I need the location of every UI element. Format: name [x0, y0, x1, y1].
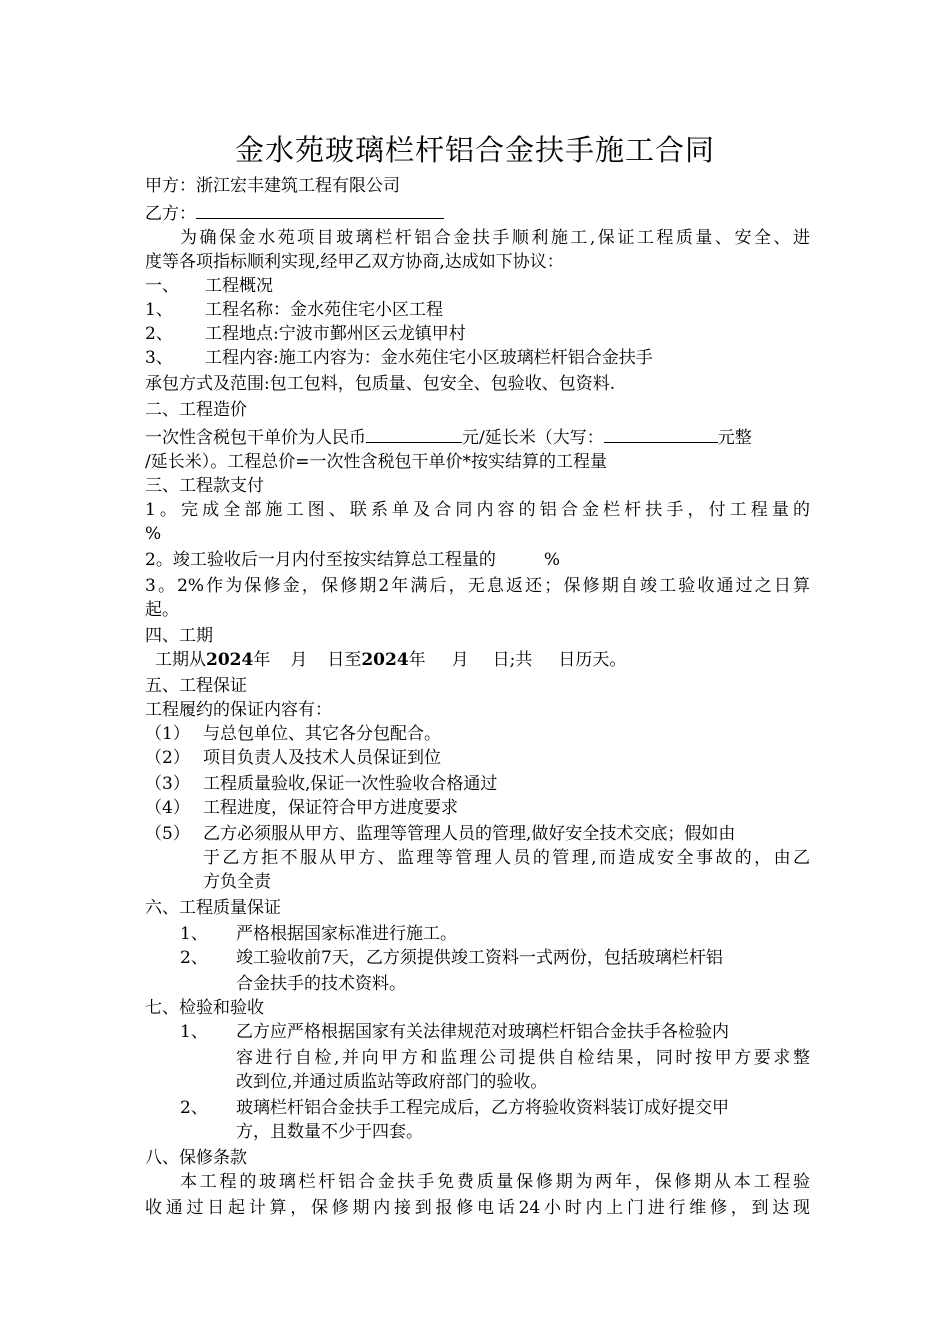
s7-item-1-line-1	[180, 1020, 810, 1044]
s7-item-1-line-2: 容进行自检,并向甲方和监理公司提供自检结果，同时按甲方要求整	[236, 1048, 810, 1068]
s5-item-3	[145, 772, 810, 796]
s2-yuan-label: 元整	[717, 428, 752, 448]
section-1-title: 工程概况	[205, 276, 273, 296]
section-1-heading	[145, 274, 810, 298]
section-4-heading: 四、工期	[145, 626, 213, 646]
s1-item-1-number: 1、	[145, 300, 173, 320]
s5-item-4-number: （4）	[145, 798, 190, 818]
s3-item-1-line-2: %	[145, 524, 162, 544]
section-6-heading: 六、工程质量保证	[145, 898, 281, 918]
s5-item-5-text: 乙方必须服从甲方、监理等管理人员的管理,做好安全技术交底；假如由	[203, 824, 736, 844]
s8-line-2: 收通过日起计算，保修期内接到报修电话24小时内上门进行维修，到达现	[145, 1198, 810, 1218]
price-in-words-blank	[604, 424, 718, 443]
s1-item-3-number: 3、	[145, 348, 173, 368]
s7-item-2-line-2: 方，且数量不少于四套。	[236, 1122, 423, 1142]
s5-item-5-line-2: 于乙方拒不服从甲方、监理等管理人员的管理,而造成安全事故的，由乙	[203, 848, 810, 868]
s6-item-1	[180, 922, 810, 946]
section-7-heading: 七、检验和验收	[145, 998, 264, 1018]
document-title: 金水苑玻璃栏杆铝合金扶手施工合同	[234, 133, 715, 167]
s6-item-2-line-1	[180, 946, 810, 970]
s3-item-1-line-1: 1。完成全部施工图、联系单及合同内容的铝合金栏杆扶手，付工程量的	[145, 500, 810, 520]
s8-line-1: 本工程的玻璃栏杆铝合金扶手免费质量保修期为两年，保修期从本工程验	[180, 1172, 810, 1192]
s4-day-to: 日至	[327, 650, 362, 670]
s5-item-3-text: 工程质量验收,保证一次性验收合格通过	[203, 774, 498, 794]
s5-item-1	[145, 722, 810, 746]
s5-item-5-number: （5）	[145, 824, 190, 844]
s4-end-year: 2024	[361, 650, 409, 670]
s5-item-2	[145, 746, 810, 770]
s1-item-2	[145, 322, 810, 346]
s4-month-1: 月	[290, 650, 308, 670]
s4-year-2: 年	[408, 650, 426, 670]
s1-item-2-text: 工程地点:宁波市鄞州区云龙镇甲村	[205, 324, 466, 344]
s7-item-1-line-3: 改到位,并通过质监站等政府部门的验收。	[236, 1072, 548, 1092]
s7-item-2-text: 玻璃栏杆铝合金扶手工程完成后，乙方将验收资料装订成好提交甲	[236, 1098, 729, 1118]
s7-item-2-number: 2、	[180, 1098, 208, 1118]
s1-item-3	[145, 346, 810, 370]
s2-unit-label: 元/延长米（大写：	[462, 428, 604, 448]
section-5-heading: 五、工程保证	[145, 676, 247, 696]
party-b-blank	[196, 200, 444, 219]
intro-line-2: 度等各项指标顺利实现,经甲乙双方协商,达成如下协议：	[145, 252, 564, 272]
s4-day-total: 日;共	[492, 650, 533, 670]
s3-item-2	[145, 548, 810, 572]
s4-month-2: 月	[451, 650, 469, 670]
s1-scope: 承包方式及范围:包工包料，包质量、包安全、包验收、包资料.	[145, 374, 616, 394]
s5-item-1-text: 与总包单位、其它各分包配合。	[203, 724, 441, 744]
section-3-heading: 三、工程款支付	[145, 476, 264, 496]
s5-item-3-number: （3）	[145, 774, 190, 794]
s7-item-2-line-1	[180, 1096, 810, 1120]
s4-calendar-days: 日历天。	[558, 650, 627, 670]
s2-price-line-1	[145, 424, 810, 450]
intro-line-1: 为确保金水苑项目玻璃栏杆铝合金扶手顺利施工,保证工程质量、安全、进	[180, 228, 810, 248]
s5-item-5-line-1	[145, 822, 810, 846]
s5-item-1-number: （1）	[145, 724, 190, 744]
section-1-number: 一、	[145, 276, 179, 296]
s6-item-1-text: 严格根据国家标准进行施工。	[236, 924, 457, 944]
party-a: 甲方：浙江宏丰建筑工程有限公司	[145, 176, 400, 196]
s1-item-1	[145, 298, 810, 322]
s3-item-2-text: 2。竣工验收后一月内付至按实结算总工程量的	[145, 550, 496, 570]
s3-item-3-line-2: 起。	[145, 600, 179, 620]
s6-item-2-text: 竣工验收前7天，乙方须提供竣工资料一式两份，包括玻璃栏杆铝	[236, 948, 723, 968]
s5-item-2-number: （2）	[145, 748, 190, 768]
s5-item-4	[145, 796, 810, 820]
party-b	[145, 200, 810, 226]
s3-item-3-line-1: 3。2%作为保修金，保修期2年满后，无息返还；保修期自竣工验收通过之日算	[145, 576, 810, 596]
s1-item-1-text: 工程名称：金水苑住宅小区工程	[205, 300, 443, 320]
s2-unit-price-label: 一次性含税包干单价为人民币	[145, 428, 366, 448]
unit-price-blank	[366, 424, 462, 443]
s1-item-3-text: 工程内容:施工内容为：金水苑住宅小区玻璃栏杆铝合金扶手	[205, 348, 653, 368]
s5-item-4-text: 工程进度，保证符合甲方进度要求	[203, 798, 458, 818]
s2-price-line-2: /延长米）。工程总价=一次性含税包干单价*按实结算的工程量	[145, 452, 607, 472]
s4-schedule	[155, 648, 820, 672]
s6-item-2-number: 2、	[180, 948, 208, 968]
s6-item-2-line-2: 合金扶手的技术资料。	[236, 974, 406, 994]
s5-item-2-text: 项目负责人及技术人员保证到位	[203, 748, 441, 768]
party-b-label: 乙方：	[145, 204, 196, 224]
section-2-heading: 二、工程造价	[145, 400, 247, 420]
s7-item-1-text: 乙方应严格根据国家有关法律规范对玻璃栏杆铝合金扶手各检验内	[236, 1022, 729, 1042]
s4-start-year: 2024	[206, 650, 254, 670]
s5-item-5-line-3: 方负全责	[203, 872, 271, 892]
s4-from: 工期从	[155, 650, 206, 670]
s6-item-1-number: 1、	[180, 924, 208, 944]
s1-item-2-number: 2、	[145, 324, 173, 344]
s7-item-1-number: 1、	[180, 1022, 208, 1042]
s5-subheading: 工程履约的保证内容有：	[145, 700, 332, 720]
section-8-heading: 八、保修条款	[145, 1148, 247, 1168]
s4-year-1: 年	[253, 650, 271, 670]
s3-item-2-percent: %	[543, 550, 560, 570]
